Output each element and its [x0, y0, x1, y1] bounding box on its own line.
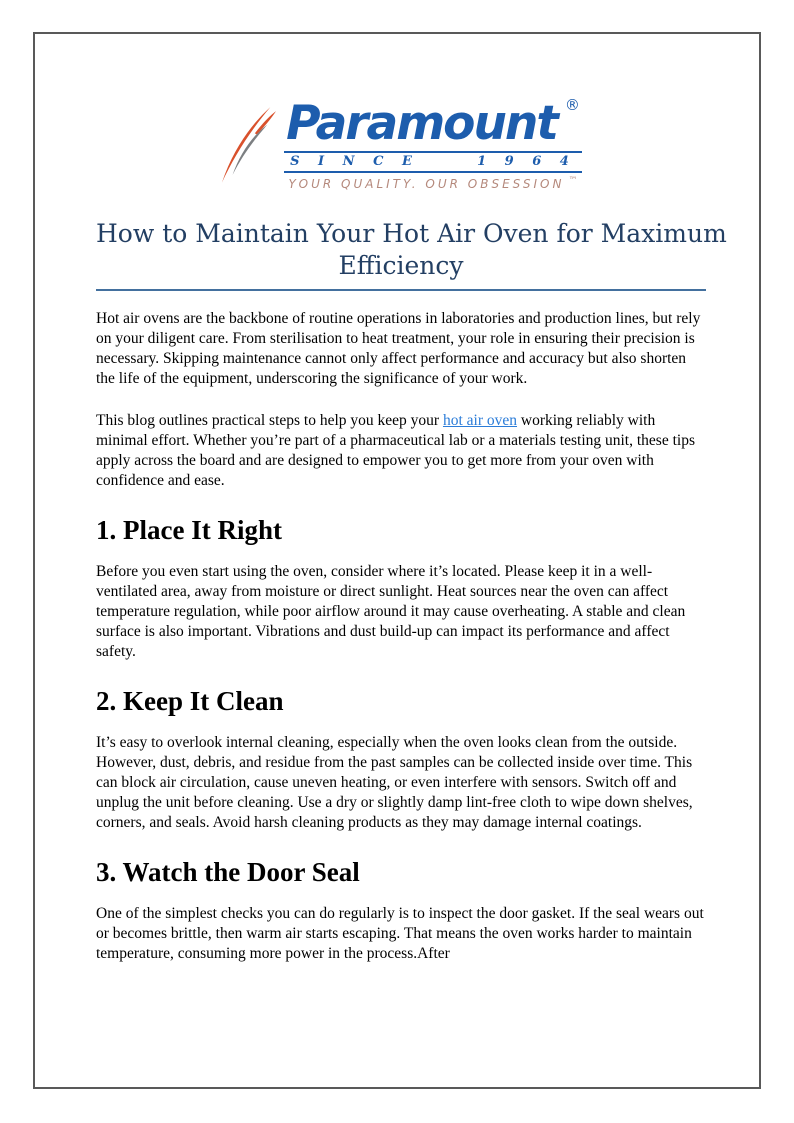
logo-since-word: S I N C E: [290, 154, 419, 169]
section-heading-place-it-right: 1. Place It Right: [96, 515, 282, 545]
intro-paragraph-2-before-link: This blog outlines practical steps to help you keep your: [96, 412, 443, 429]
intro-paragraph-1: Hot air ovens are the backbone of routine operations in laboratories and production lines, but rely on your diligent care. From sterilisation to heat treatment, your role in ensuring their precision is necessary. Skipping maintenance cannot only affect performance and accuracy but also shorten the life of the equipment, underscoring the significance of your work.: [96, 310, 701, 387]
document-content: [96, 96, 727, 986]
logo-since-year: 1 9 6 4: [477, 154, 576, 169]
section-body-keep-it-clean: It’s easy to overlook internal cleaning, especially when the oven looks clean from the outside. However, dust, debris, and residue from the past samples can be collected inside over time. This can block air circulation, cause uneven heating, or even interfere with sensors. Switch off and unplug the unit before cleaning. Use a dry or slightly damp lint-free cloth to wipe down shelves, corners, and seals. Avoid harsh cleaning products as they may damage internal coatings.: [96, 734, 693, 831]
logo-brand-name: Paramount: [286, 96, 557, 151]
intro-paragraph-2-after-link: working reliably with minimal effort. Whether you’re part of a pharmaceutical lab or a materials testing unit, these tips apply across the board and are designed to empower you to get more from your oven with confidence and ease.: [96, 412, 695, 489]
logo-since-line: [284, 153, 582, 173]
title-divider-rule: [96, 289, 706, 291]
logo-text-block: [284, 98, 582, 191]
logo-tagline-text: YOUR QUALITY. OUR OBSESSION: [288, 177, 565, 191]
registered-trademark-icon: ®: [564, 96, 580, 114]
page-title: [96, 218, 727, 282]
paramount-logo: [220, 98, 582, 191]
intro-paragraph-2: [96, 411, 706, 491]
page-title-line-2: Efficiency: [338, 251, 464, 280]
section-body-place-it-right: Before you even start using the oven, consider where it’s located. Please keep it in a well-ventilated area, away from moisture or direct sunlight. Heat sources near the oven can affect temperature regulation, while poor airflow around it may cause overheating. A stable and clean surface is also important. Vibrations and dust build-up can impact its performance and affect safety.: [96, 563, 686, 660]
hot-air-oven-link[interactable]: hot air oven: [442, 412, 518, 429]
trademark-icon: ™: [568, 176, 578, 186]
section-heading-watch-the-door-seal: 3. Watch the Door Seal: [96, 857, 360, 887]
logo-tagline: [284, 176, 582, 191]
paramount-swoosh-icon: [220, 100, 278, 186]
article-body: [96, 309, 706, 964]
logo-brand-row: [284, 98, 582, 153]
section-body-watch-the-door-seal: One of the simplest checks you can do regularly is to inspect the door gasket. If the seal wears out or becomes brittle, then warm air starts escaping. That means the oven works harder to maintain temperature, consuming more power in the process.After: [96, 905, 704, 962]
page-title-line-1: How to Maintain Your Hot Air Oven for Maximum: [96, 219, 727, 248]
section-heading-keep-it-clean: 2. Keep It Clean: [96, 686, 284, 716]
